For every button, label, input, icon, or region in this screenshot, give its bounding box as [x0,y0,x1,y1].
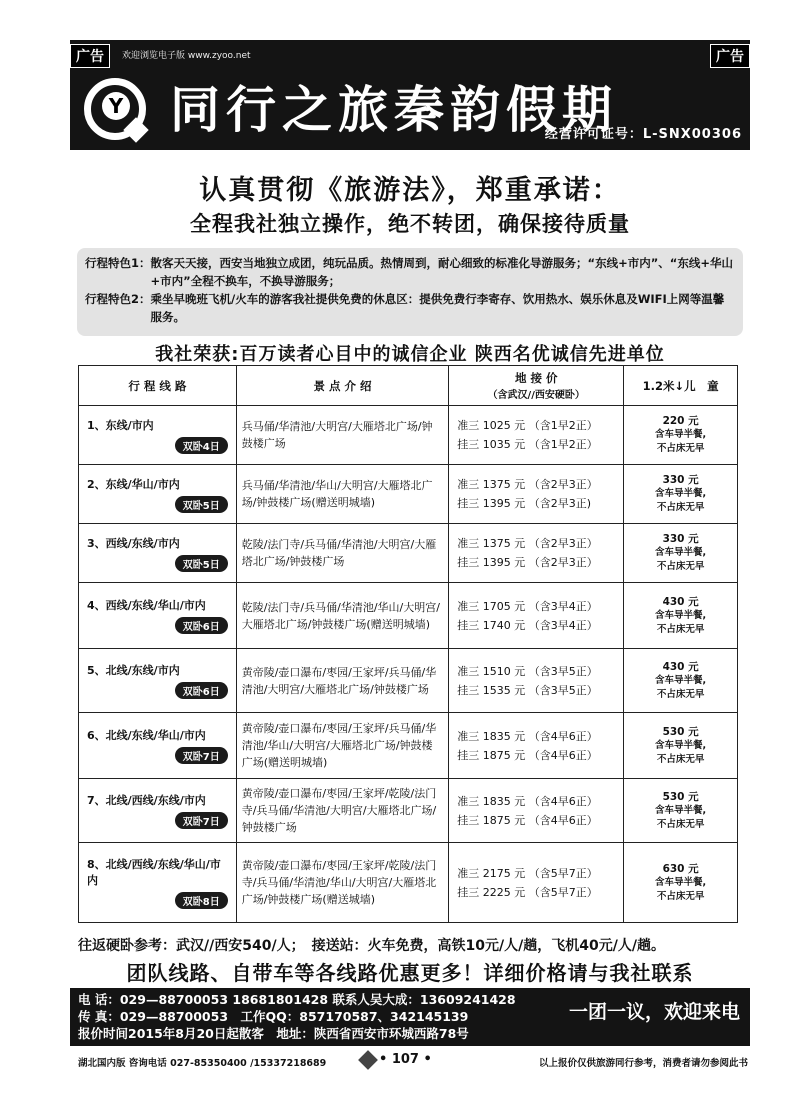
disclaimer: 以上报价仅供旅游同行参考，消费者请勿参阅此书 [538,1058,748,1069]
route-name: 1、东线/市内 [87,418,154,432]
price-cell [449,524,624,583]
price-cell [449,465,624,524]
days-badge: 双卧5日 [175,555,228,572]
days-badge: 双卧8日 [175,892,228,909]
address-line: 报价时间2015年8月20日起散客 地址：陕西省西安市环城西路78号 [78,1026,469,1041]
child-note: 不占床无早 [656,443,705,454]
child-cell [624,524,738,583]
child-note: 含车导半餐, [655,674,707,686]
price-cell [449,843,624,923]
ad-tag-left: 广告 [70,44,110,68]
feature-item [85,290,735,326]
child-note: 含车导半餐, [655,547,707,558]
price-standard: 准三 1375 元 （含2早3正） [457,537,598,550]
feature-label: 行程特色1： [85,256,151,270]
table-row [79,649,738,713]
ad-tag-right: 广告 [710,44,750,68]
route-name: 2、东线/华山/市内 [87,477,180,491]
days-badge: 双卧5日 [175,496,228,513]
route-price-table [78,365,738,923]
phone-line: 电 话：029—88700053 18681801428 联系人吴大成：13609241428 [78,992,516,1007]
discount-line: 团队线路、自带车等各线路优惠更多！详细价格请与我社联系 [126,961,694,985]
child-note: 不占床无早 [656,753,705,765]
days-badge: 双卧7日 [175,812,228,829]
license-number: 经营许可证号：L-SNX00306 [544,127,742,142]
days-badge: 双卧6日 [175,617,228,634]
child-note: 不占床无早 [656,818,705,830]
header-price-sub: （含武汉//西安硬卧） [487,390,585,401]
child-cell [624,843,738,923]
price-cell [449,406,624,465]
table-row [79,406,738,465]
page-number-group [361,1052,432,1067]
sights-cell: 黄帝陵/壶口瀑布/枣园/王家坪/兵马俑/华清池/华山/大明宫/大雁塔北广场/钟鼓楼广场(赠送明城墙) [236,713,449,779]
header-price-label: 地 接 价 [514,371,558,385]
child-note: 含车导半餐, [655,609,707,621]
contact-footer [70,988,750,1046]
price-listed: 挂三 1740 元 （含3早4正） [457,618,598,632]
route-cell [79,524,237,583]
child-cell [624,583,738,649]
page-number: • 107 • [379,1052,432,1067]
route-cell [79,583,237,649]
brand-title: 同行之旅秦韵假期 [170,81,618,139]
child-note: 含车导半餐, [655,429,707,440]
header-price [449,366,624,406]
features-box [77,248,743,336]
price-standard: 准三 1705 元 （含3早4正） [457,599,598,613]
child-price: 630 元 [662,862,699,875]
route-cell [79,465,237,524]
price-cell [449,583,624,649]
honors-line: 我社荣获:百万读者心目中的诚信企业 陕西名优诚信先进单位 [155,344,665,365]
child-price: 530 元 [662,790,699,803]
price-listed: 挂三 2225 元 （含5早7正） [457,885,598,899]
slogan-secondary: 全程我社独立操作，绝不转团，确保接待质量 [190,212,630,236]
route-cell [79,843,237,923]
days-badge: 双卧6日 [175,682,228,699]
price-standard: 准三 1835 元 （含4早6正） [457,794,598,808]
route-name: 4、西线/东线/华山/市内 [87,599,206,612]
child-price: 530 元 [662,725,699,738]
child-note: 不占床无早 [656,502,705,513]
logo-letter: Y [102,92,130,120]
child-note: 不占床无早 [656,561,705,572]
child-cell [624,406,738,465]
route-cell [79,779,237,843]
company-logo-icon [84,78,146,140]
route-name: 8、北线/西线/东线/华山/市内 [87,858,221,887]
sights-cell: 兵马俑/华清池/大明宫/大雁塔北广场/钟鼓楼广场 [236,406,449,465]
child-price: 330 元 [662,474,699,486]
slogan-primary: 认真贯彻《旅游法》，郑重承诺： [199,175,621,206]
child-note: 含车导半餐, [655,804,707,816]
header-sights: 景 点 介 绍 [236,366,449,406]
child-note: 不占床无早 [656,890,705,902]
sights-cell: 黄帝陵/壶口瀑布/枣园/王家坪/乾陵/法门寺/兵马俑/华清池/华山/大明宫/大雁塔北广场/钟鼓楼广场(赠送城墙) [236,843,449,923]
price-standard: 准三 1510 元 （含3早5正） [457,664,598,678]
days-badge: 双卧4日 [175,437,228,454]
edition-contact: 湖北国内版 咨询电话 027-85350400 /15337218689 [78,1058,327,1069]
page-diamond-icon [358,1050,378,1070]
price-standard: 准三 1835 元 （含4早6正） [457,729,598,743]
child-price: 430 元 [662,660,699,673]
table-row [79,465,738,524]
price-listed: 挂三 1535 元 （含3早5正） [457,683,598,697]
days-badge: 双卧7日 [175,747,228,764]
price-listed: 挂三 1395 元 （含2早3正） [457,556,598,569]
route-name: 5、北线/东线/市内 [87,664,180,677]
ad-header [70,40,750,150]
price-listed: 挂三 1035 元 （含1早2正） [457,438,598,451]
route-cell [79,406,237,465]
route-name: 3、西线/东线/市内 [87,536,180,550]
route-cell [79,649,237,713]
route-name: 7、北线/西线/东线/市内 [87,794,206,807]
price-listed: 挂三 1875 元 （含4早6正） [457,813,598,827]
table-row [79,583,738,649]
price-listed: 挂三 1395 元 （含2早3正) [457,497,592,510]
child-cell [624,713,738,779]
child-price: 430 元 [662,595,699,608]
welcome-call: 一团一议，欢迎来电 [568,1001,740,1023]
feature-label: 行程特色2： [85,292,151,306]
price-cell [449,713,624,779]
page-bottom-bar [78,1052,748,1072]
sights-cell: 乾陵/法门寺/兵马俑/华清池/大明宫/大雁塔北广场/钟鼓楼广场 [236,524,449,583]
sights-cell: 乾陵/法门寺/兵马俑/华清池/华山/大明宫/大雁塔北广场/钟鼓楼广场(赠送明城墙) [236,583,449,649]
price-cell [449,649,624,713]
sights-cell: 黄帝陵/壶口瀑布/枣园/王家坪/乾陵/法门寺/兵马俑/华清池/大明宫/大雁塔北广场/钟鼓楼广场 [236,779,449,843]
child-note: 含车导半餐, [655,488,707,499]
child-note: 不占床无早 [656,688,705,700]
table-header-row [79,366,738,406]
child-note: 含车导半餐, [655,739,707,751]
logo-tail-shape [123,117,148,142]
price-standard: 准三 1375 元 （含2早3正） [457,478,598,491]
route-name: 6、北线/东线/华山/市内 [87,729,206,742]
child-price: 220 元 [662,415,699,427]
child-note: 不占床无早 [656,623,705,635]
table-row [79,524,738,583]
feature-text: 乘坐早晚班飞机/火车的游客我社提供免费的休息区：提供免费行李寄存、饮用热水、娱乐休息及WIFI上网等温馨服务。 [150,292,725,324]
header-route: 行 程 线 路 [79,366,237,406]
feature-text: 散客天天接，西安当地独立成团，纯玩品质。热情周到，耐心细致的标准化导游服务；“东线+市内”、“东线+华山+市内”全程不换车，不换导游服务； [150,256,733,288]
sights-cell: 兵马俑/华清池/华山/大明宫/大雁塔北广场/钟鼓楼广场(赠送明城墙) [236,465,449,524]
welcome-link[interactable]: 欢迎浏览电子版 www.zyoo.net [122,51,251,61]
sights-cell: 黄帝陵/壶口瀑布/枣园/王家坪/兵马俑/华清池/大明宫/大雁塔北广场/钟鼓楼广场 [236,649,449,713]
child-cell [624,649,738,713]
price-standard: 准三 2175 元 （含5早7正） [457,866,598,880]
child-price: 330 元 [662,533,699,545]
fax-line: 传 真：029—88700053 工作QQ：857170587、342145139 [78,1009,469,1024]
price-listed: 挂三 1875 元 （含4早6正） [457,748,598,762]
reference-line: 往返硬卧参考：武汉//西安540/人； 接送站：火车免费，高铁10元/人/趟，飞机40元/人/趟。 [78,938,665,954]
feature-item [85,254,735,290]
price-cell [449,779,624,843]
child-note: 含车导半餐, [655,876,707,888]
price-standard: 准三 1025 元 （含1早2正） [457,419,598,432]
child-cell [624,779,738,843]
child-cell [624,465,738,524]
table-row [79,779,738,843]
route-cell [79,713,237,779]
table-row [79,843,738,923]
header-child: 1.2米↓儿 童 [624,366,738,406]
table-row [79,713,738,779]
